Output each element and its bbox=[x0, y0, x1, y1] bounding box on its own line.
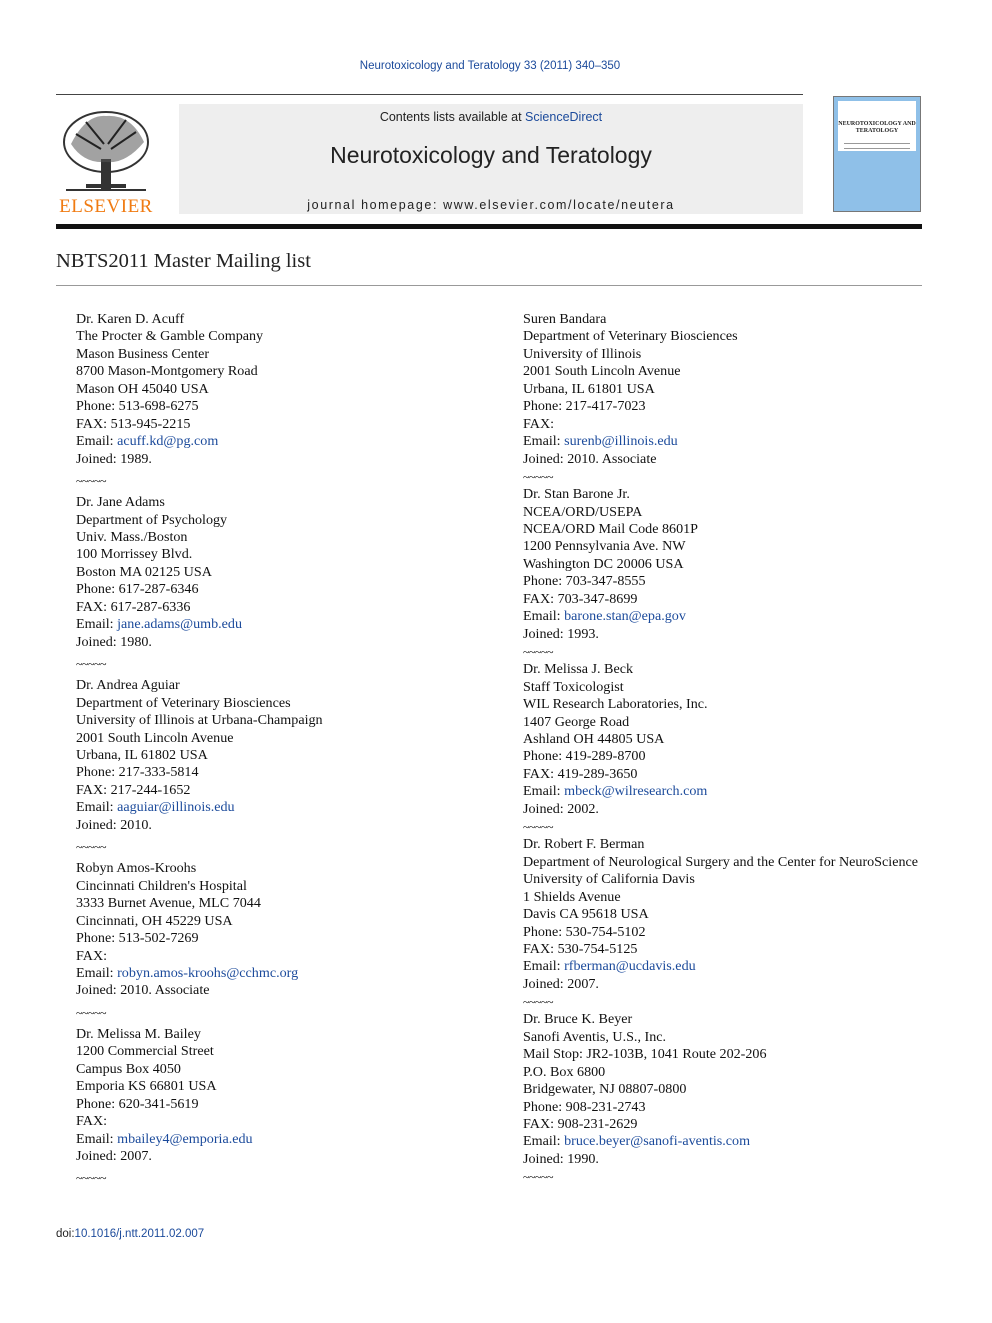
member-name: Dr. Bruce K. Beyer bbox=[523, 1011, 633, 1028]
fax-line: FAX: 419-289-3650 bbox=[523, 765, 638, 782]
member-name: Dr. Karen D. Acuff bbox=[76, 311, 185, 327]
email-line bbox=[523, 958, 933, 975]
address-line: Mason Business Center bbox=[76, 345, 210, 362]
phone-line: Phone: 513-698-6275 bbox=[76, 398, 199, 415]
address-line: NCEA/ORD/USEPA bbox=[523, 503, 643, 520]
phone-line: Phone: 530-754-5102 bbox=[523, 923, 646, 940]
email-line bbox=[523, 1133, 933, 1150]
address-line: Urbana, IL 61802 USA bbox=[76, 746, 208, 763]
entry-separator: ~~~~~ bbox=[523, 645, 553, 660]
email-label: Email: bbox=[523, 608, 565, 625]
address-line: The Procter & Gamble Company bbox=[76, 328, 264, 345]
address-line: 1 Shields Avenue bbox=[523, 888, 621, 905]
fax-line: FAX: 217-244-1652 bbox=[76, 781, 191, 798]
address-line: Bridgewater, NJ 08807-0800 bbox=[523, 1081, 687, 1098]
fax-line: FAX: bbox=[523, 415, 555, 432]
joined-line: Joined: 2007. bbox=[523, 975, 599, 992]
phone-line: Phone: 419-289-8700 bbox=[523, 748, 646, 765]
entry-separator: ~~~~~ bbox=[523, 470, 553, 485]
joined-line: Joined: 1980. bbox=[76, 633, 152, 650]
address-line: 2001 South Lincoln Avenue bbox=[76, 729, 234, 746]
joined-line: Joined: 2010. Associate bbox=[76, 982, 210, 999]
doi-footer bbox=[56, 1228, 204, 1240]
address-line: 2001 South Lincoln Avenue bbox=[523, 363, 681, 380]
member-name: Dr. Melissa J. Beck bbox=[523, 661, 633, 678]
email-link[interactable]: mbeck@wilresearch.com bbox=[564, 783, 708, 800]
address-line: University of California Davis bbox=[523, 871, 695, 888]
email-link[interactable]: surenb@illinois.edu bbox=[564, 433, 678, 450]
address-line: Department of Psychology bbox=[76, 511, 228, 528]
journal-title: Neurotoxicology and Teratology bbox=[330, 142, 652, 168]
entry-separator: ~~~~~ bbox=[76, 474, 106, 489]
email-label: Email: bbox=[76, 799, 118, 816]
email-line bbox=[76, 799, 496, 816]
address-line: WIL Research Laboratories, Inc. bbox=[523, 696, 708, 713]
title-rule bbox=[56, 285, 922, 286]
joined-line: Joined: 1990. bbox=[523, 1150, 599, 1167]
joined-line: Joined: 2010. Associate bbox=[523, 450, 657, 467]
address-line: Sanofi Aventis, U.S., Inc. bbox=[523, 1028, 667, 1045]
header-thick-rule bbox=[56, 224, 922, 229]
joined-line: Joined: 2002. bbox=[523, 800, 599, 817]
address-line: Boston MA 02125 USA bbox=[76, 563, 212, 580]
fax-line: FAX: 530-754-5125 bbox=[523, 940, 638, 957]
address-line: Staff Toxicologist bbox=[523, 678, 624, 695]
email-line bbox=[523, 433, 933, 450]
address-line: NCEA/ORD Mail Code 8601P bbox=[523, 520, 699, 537]
address-line: Department of Neurological Surgery and the Center for NeuroScience bbox=[523, 853, 919, 870]
address-line: Department of Veterinary Biosciences bbox=[76, 694, 291, 711]
address-line: 1200 Commercial Street bbox=[76, 1043, 214, 1060]
cover-panel bbox=[838, 101, 916, 151]
address-line: 100 Morrissey Blvd. bbox=[76, 546, 193, 563]
contents-line bbox=[179, 110, 803, 124]
email-link[interactable]: mbailey4@emporia.edu bbox=[117, 1130, 253, 1147]
email-link[interactable]: rfberman@ucdavis.edu bbox=[564, 958, 696, 975]
list-item bbox=[76, 860, 496, 1000]
email-link[interactable]: acuff.kd@pg.com bbox=[117, 433, 219, 450]
list-item bbox=[523, 836, 933, 993]
fax-line: FAX: 617-287-6336 bbox=[76, 598, 191, 615]
member-name: Dr. Melissa M. Bailey bbox=[76, 1025, 201, 1042]
address-line: 8700 Mason-Montgomery Road bbox=[76, 363, 258, 380]
fax-line: FAX: 513-945-2215 bbox=[76, 415, 191, 432]
email-link[interactable]: aaguiar@illinois.edu bbox=[117, 799, 235, 816]
address-line: Mason OH 45040 USA bbox=[76, 380, 209, 397]
joined-line: Joined: 2007. bbox=[76, 1148, 152, 1165]
doi-link[interactable]: 10.1016/j.ntt.2011.02.007 bbox=[74, 1228, 205, 1240]
email-label: Email: bbox=[523, 433, 565, 450]
member-name: Dr. Robert F. Berman bbox=[523, 836, 645, 853]
phone-line: Phone: 620-341-5619 bbox=[76, 1095, 199, 1112]
cover-title: NEUROTOXICOLOGY AND TERATOLOGY bbox=[838, 121, 916, 134]
member-name: Dr. Andrea Aguiar bbox=[76, 677, 180, 694]
fax-line: FAX: 908-231-2629 bbox=[523, 1116, 638, 1133]
email-label: Email: bbox=[76, 964, 118, 981]
list-item bbox=[76, 311, 496, 468]
journal-homepage[interactable]: journal homepage: www.elsevier.com/locate/neutera bbox=[307, 198, 675, 212]
address-line: Cincinnati, OH 45229 USA bbox=[76, 912, 233, 929]
journal-cover-thumbnail bbox=[833, 96, 921, 212]
address-line: Urbana, IL 61801 USA bbox=[523, 380, 655, 397]
joined-line: Joined: 1989. bbox=[76, 450, 152, 467]
member-name: Robyn Amos-Kroohs bbox=[76, 860, 197, 877]
entry-separator: ~~~~~ bbox=[76, 1171, 106, 1186]
entry-separator: ~~~~~ bbox=[523, 1170, 553, 1185]
journal-banner bbox=[179, 104, 803, 214]
phone-line: Phone: 908-231-2743 bbox=[523, 1098, 646, 1115]
list-item bbox=[523, 1011, 933, 1168]
email-label: Email: bbox=[76, 433, 118, 450]
list-item bbox=[523, 311, 933, 468]
fax-line: FAX: 703-347-8699 bbox=[523, 590, 638, 607]
fax-line: FAX: bbox=[76, 1113, 108, 1130]
email-line bbox=[76, 616, 496, 633]
address-line: Davis CA 95618 USA bbox=[523, 906, 649, 923]
doi-label: doi: bbox=[56, 1228, 75, 1240]
email-label: Email: bbox=[76, 1130, 118, 1147]
address-line: Department of Veterinary Biosciences bbox=[523, 328, 738, 345]
email-label: Email: bbox=[523, 1133, 565, 1150]
fax-line: FAX: bbox=[76, 947, 108, 964]
joined-line: Joined: 1993. bbox=[523, 625, 599, 642]
email-line bbox=[76, 965, 496, 982]
address-line: Emporia KS 66801 USA bbox=[76, 1078, 217, 1095]
member-name: Suren Bandara bbox=[523, 311, 607, 327]
phone-line: Phone: 617-287-6346 bbox=[76, 581, 199, 598]
email-link[interactable]: bruce.beyer@sanofi-aventis.com bbox=[564, 1133, 751, 1150]
journal-citation[interactable]: Neurotoxicology and Teratology 33 (2011) 340–350 bbox=[359, 60, 621, 72]
member-name: Dr. Jane Adams bbox=[76, 494, 165, 511]
email-label: Email: bbox=[523, 958, 565, 975]
page-title: NBTS2011 Master Mailing list bbox=[56, 250, 311, 272]
email-line bbox=[523, 608, 933, 625]
entry-separator: ~~~~~ bbox=[523, 820, 553, 835]
list-item bbox=[76, 494, 496, 651]
address-line: P.O. Box 6800 bbox=[523, 1063, 606, 1080]
phone-line: Phone: 217-417-7023 bbox=[523, 398, 646, 415]
email-link[interactable]: barone.stan@epa.gov bbox=[564, 608, 686, 625]
address-line: Cincinnati Children's Hospital bbox=[76, 877, 247, 894]
email-link[interactable]: robyn.amos-kroohs@cchmc.org bbox=[117, 964, 299, 981]
address-line: Univ. Mass./Boston bbox=[76, 528, 188, 545]
email-label: Email: bbox=[76, 616, 118, 633]
email-link[interactable]: jane.adams@umb.edu bbox=[117, 616, 243, 633]
list-item bbox=[523, 486, 933, 643]
address-line: University of Illinois at Urbana-Champaign bbox=[76, 712, 323, 729]
list-item bbox=[76, 677, 496, 834]
email-line bbox=[523, 783, 933, 800]
mailing-list-left-column bbox=[76, 311, 496, 1191]
email-line bbox=[76, 1131, 496, 1148]
address-line: Campus Box 4050 bbox=[76, 1060, 181, 1077]
header-rule bbox=[56, 94, 803, 95]
address-line: 3333 Burnet Avenue, MLC 7044 bbox=[76, 895, 261, 912]
phone-line: Phone: 513-502-7269 bbox=[76, 930, 199, 947]
email-line bbox=[76, 433, 496, 450]
cover-rules bbox=[844, 143, 910, 149]
list-item bbox=[76, 1026, 496, 1166]
address-line: Washington DC 20006 USA bbox=[523, 555, 684, 572]
address-line: Ashland OH 44805 USA bbox=[523, 730, 665, 747]
address-line: 1407 George Road bbox=[523, 713, 630, 730]
sciencedirect-link[interactable]: ScienceDirect bbox=[525, 110, 603, 124]
list-item bbox=[523, 661, 933, 818]
member-name: Dr. Stan Barone Jr. bbox=[523, 486, 630, 503]
mailing-list-right-column bbox=[523, 311, 933, 1186]
address-line: 1200 Pennsylvania Ave. NW bbox=[523, 538, 686, 555]
email-label: Email: bbox=[523, 783, 565, 800]
address-line: Mail Stop: JR2-103B, 1041 Route 202-206 bbox=[523, 1046, 767, 1063]
contents-prefix: Contents lists available at bbox=[379, 110, 526, 124]
entry-separator: ~~~~~ bbox=[523, 995, 553, 1010]
publisher-name: ELSEVIER bbox=[59, 196, 153, 217]
phone-line: Phone: 703-347-8555 bbox=[523, 573, 646, 590]
entry-separator: ~~~~~ bbox=[76, 840, 106, 855]
entry-separator: ~~~~~ bbox=[76, 1005, 106, 1020]
address-line: University of Illinois bbox=[523, 345, 642, 362]
joined-line: Joined: 2010. bbox=[76, 816, 152, 833]
phone-line: Phone: 217-333-5814 bbox=[76, 764, 199, 781]
entry-separator: ~~~~~ bbox=[76, 657, 106, 672]
